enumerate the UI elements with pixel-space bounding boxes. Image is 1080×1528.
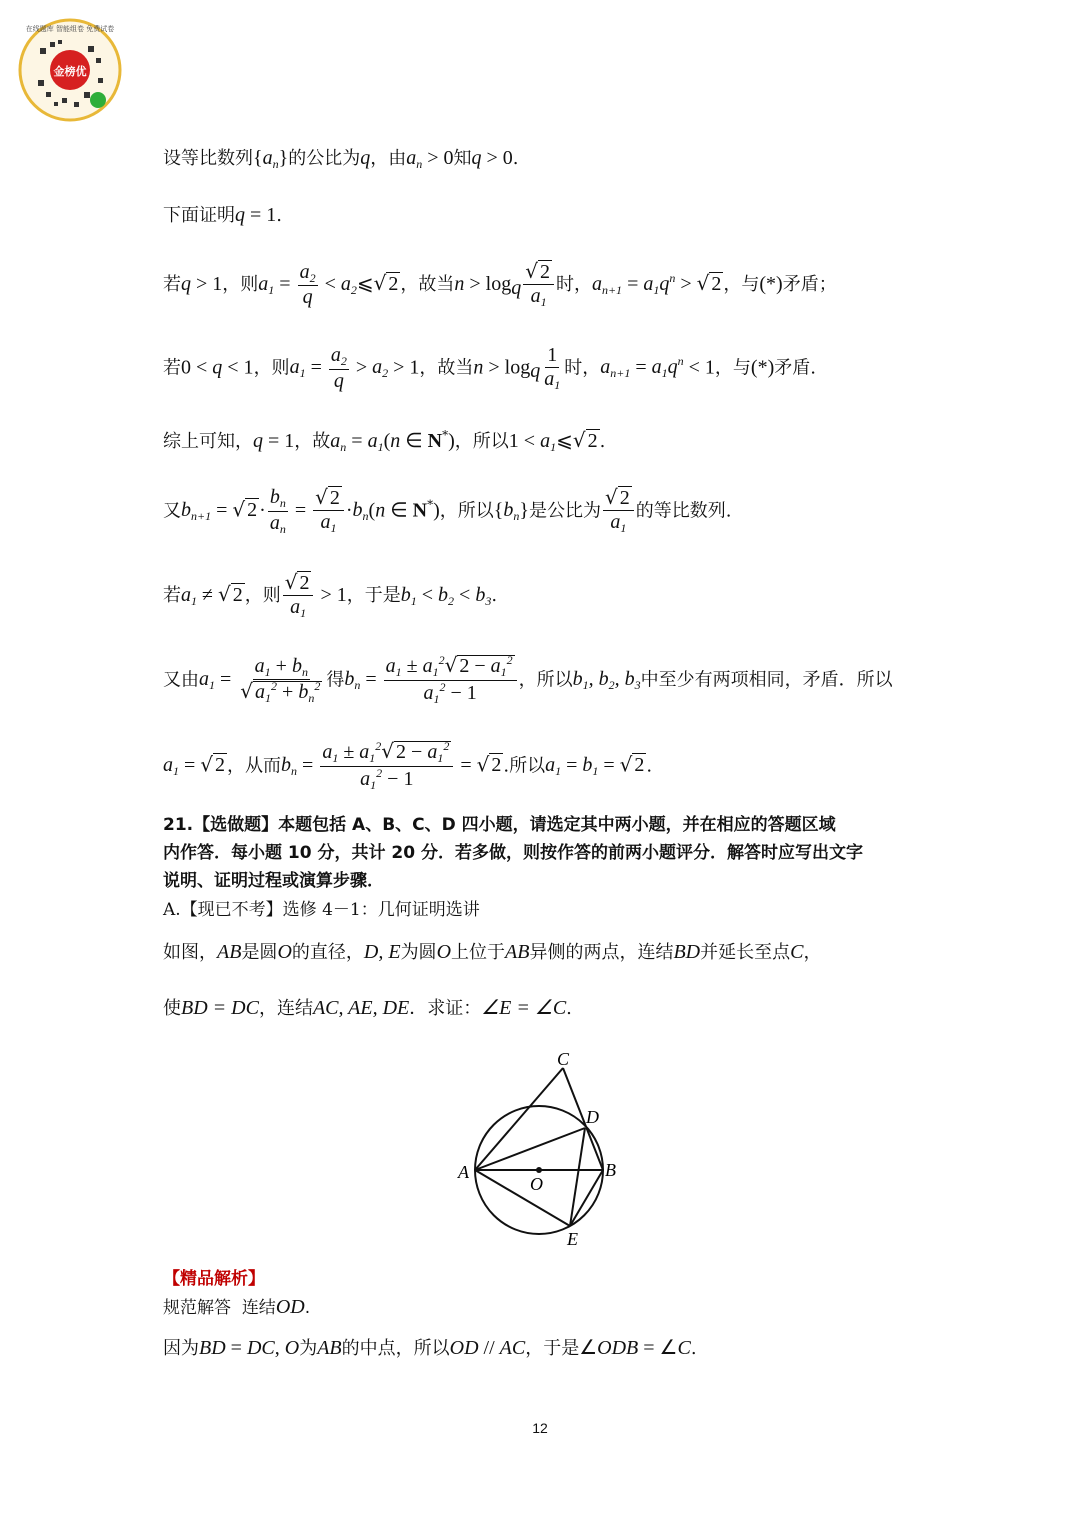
- text-line-8: 又由$a_1$ = $\frac{a_1 + b_n}{√ a_1^2 + b_n^2}$ 得$b_n$ = $\frac{a_1 \pm a_1^2√ 2 - a_1^2}{a_1^2 - 1}$ ，所以$b_1$, $b_2$, $b_3$中至少有两项相同，矛盾．所以: [163, 653, 893, 706]
- problem-intro-line-2: 内作答．每小题 10 分，共计 20 分．若多做，则按作答的前两小题评分．解答时应写出文字: [163, 843, 863, 863]
- label-b: B: [605, 1160, 616, 1180]
- text-line-9: $a_1$ = √ 2 ，从而$b_n$ = $\frac{a_1 \pm a_1^2√ 2 - a_1^2}{a_1^2 - 1}$ = √ 2 .所以$a_1 = b_1$ = √ 2 .: [163, 739, 653, 792]
- segment-ae: [475, 1170, 570, 1226]
- solution-line-1: 规范解答 连结OD.: [163, 1296, 311, 1318]
- logo-center-text: 金榜优: [53, 65, 87, 78]
- segment-ad: [475, 1128, 585, 1170]
- text-line-6: 又$b_{n+1}$ = √ 2 · $\frac{b_n}{a_n}$ = $\frac{√ 2}{a_1}$ $\cdot b_n(n$ ∈ N*)，所以$\{b_n\}$是公比为 $\frac{√ 2}{a_1}$ 的等比数列.: [163, 485, 732, 536]
- text-line-4: 若0 < q < 1，则$a_1$ = $\frac{a_2}{q}$ > $a_2 > 1$，故当$n > \log_q$ $\frac{1}{a_1}$ 时，$a_{n+1} = a_1q^n < 1$，与(*)矛盾.: [163, 344, 816, 392]
- label-e: E: [567, 1229, 578, 1248]
- text-line-5: 综上可知，q = 1，故$a_n = a_1(n$ ∈ N*)，所以$1 < a_1⩽√$ 2 .: [163, 428, 606, 454]
- problem-intro-line-1: 21.【选做题】本题包括 A、B、C、D 四小题，请选定其中两小题，并在相应的答题区域: [163, 815, 836, 835]
- solution-line-2: 因为BD = DC, O为AB的中点，所以OD // AC，于是∠ODB = ∠C.: [163, 1337, 697, 1359]
- label-c: C: [557, 1049, 570, 1069]
- geometry-figure: [450, 1048, 640, 1248]
- label-a: A: [458, 1162, 469, 1182]
- center-point: [536, 1167, 542, 1173]
- logo-arc-text: 在线题库 智能组卷 免费试卷: [25, 25, 115, 33]
- logo: [18, 18, 122, 122]
- problem-intro-line-3: 说明、证明过程或演算步骤．: [163, 871, 384, 891]
- solution-heading: 【精品解析】: [163, 1269, 265, 1289]
- problem-question-line-1: 如图，AB是圆O的直径，D, E为圆O上位于AB异侧的两点，连结BD并延长至点C，: [163, 941, 822, 963]
- text-line-3: 若q > 1，则$a_1$ = $\frac{a_2}{q}$ < $a_2⩽√$ 2 ，故当$n > \log_q$ $\frac{√ 2}{a_1}$ 时，$a_{n+1} = a_1q^n$ > √ 2 ，与(*)矛盾；: [163, 259, 837, 309]
- segment-ac: [475, 1068, 563, 1170]
- problem-sub-a: A.【现已不考】选修 4－1：几何证明选讲: [163, 900, 480, 920]
- text-line-7: 若$a_1$ ≠ √ 2 ，则 $\frac{√ 2}{a_1}$ > 1，于是$b_1 < b_2 < b_3$.: [163, 570, 498, 620]
- text-line-2: 下面证明q = 1.: [163, 204, 283, 226]
- page-number: 12: [532, 1420, 548, 1436]
- segment-de: [570, 1128, 585, 1226]
- text-line-1: 设等比数列$\{a_n\}$的公比为q，由$a_n > 0$知q > 0.: [163, 147, 519, 171]
- label-d: D: [586, 1107, 599, 1127]
- problem-question-line-2: 使BD = DC，连结AC, AE, DE．求证：∠E = ∠C.: [163, 997, 572, 1019]
- label-o: O: [530, 1174, 543, 1194]
